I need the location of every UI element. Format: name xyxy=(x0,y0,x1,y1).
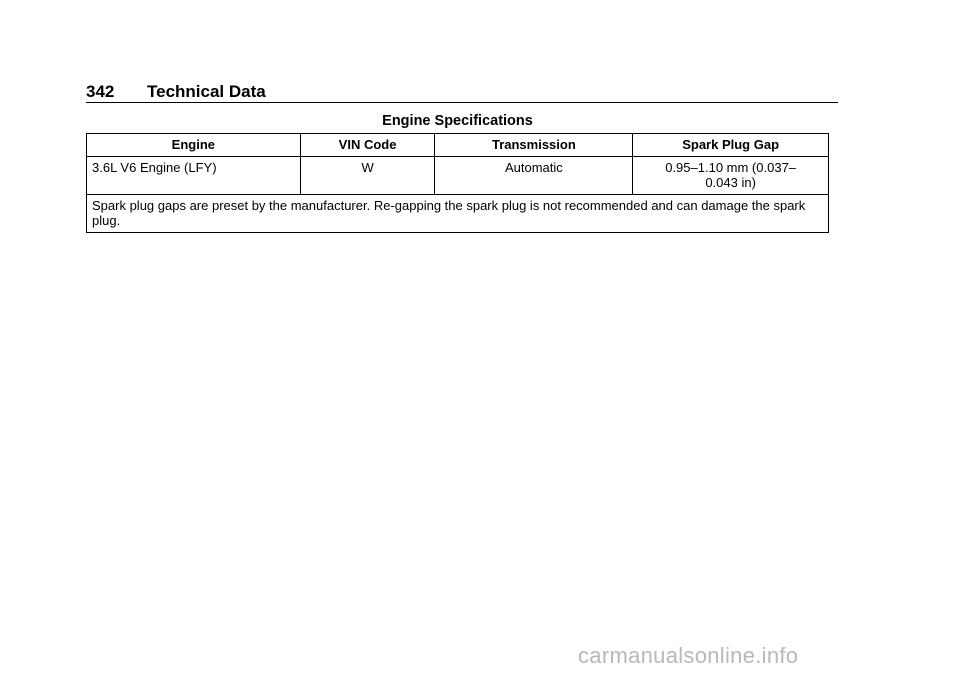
column-header-transmission: Transmission xyxy=(435,134,633,157)
spark-plug-gap-line-2: 0.043 in) xyxy=(705,175,756,190)
engine-specifications-table xyxy=(86,133,829,233)
table-title: Engine Specifications xyxy=(382,113,533,129)
table-note: Spark plug gaps are preset by the manufacturer. Re-gapping the spark plug is not recommended and can damage the spark plug. xyxy=(87,195,829,233)
cell-spark-plug-gap xyxy=(633,157,829,195)
cell-vin-code: W xyxy=(300,157,435,195)
column-header-vin-code: VIN Code xyxy=(300,134,435,157)
spark-plug-gap-line-1: 0.95–1.10 mm (0.037– xyxy=(665,160,797,175)
column-header-spark-plug-gap: Spark Plug Gap xyxy=(633,134,829,157)
watermark: carmanualsonline.info xyxy=(578,643,799,668)
page-number: 342 xyxy=(86,82,115,101)
table-row xyxy=(87,157,829,195)
cell-transmission: Automatic xyxy=(435,157,633,195)
cell-engine: 3.6L V6 Engine (LFY) xyxy=(87,157,301,195)
column-header-engine: Engine xyxy=(87,134,301,157)
table-note-row xyxy=(87,195,829,233)
section-title: Technical Data xyxy=(147,82,266,101)
page-header xyxy=(86,82,838,103)
table-header-row xyxy=(87,134,829,157)
